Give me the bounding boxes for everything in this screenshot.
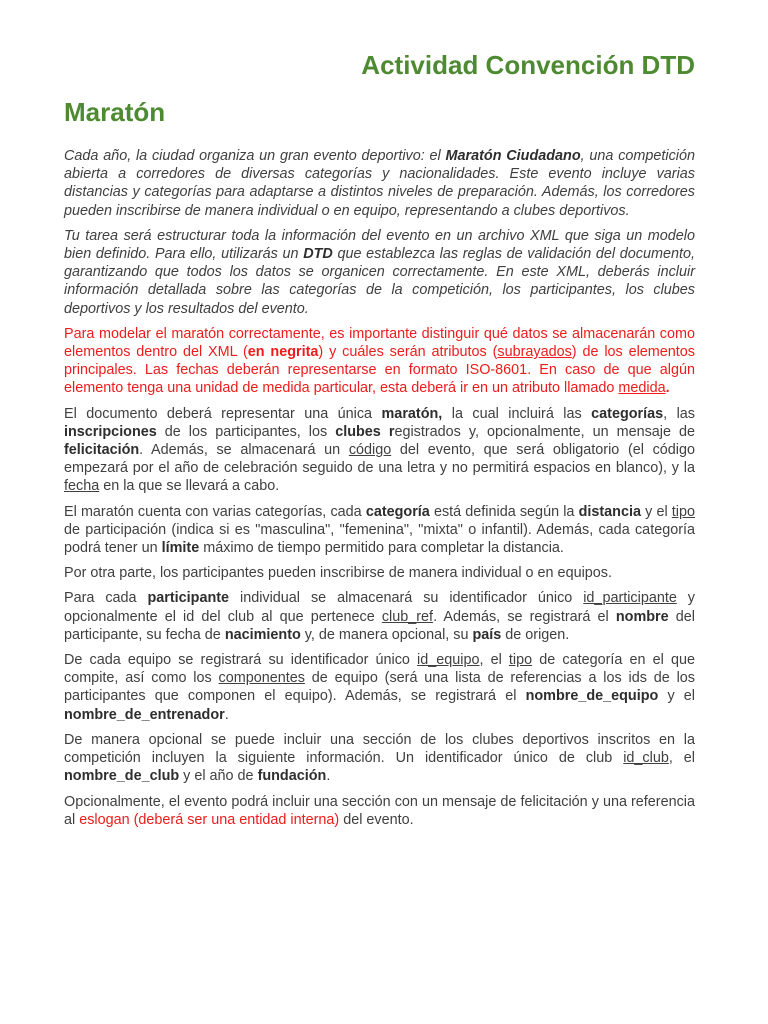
text-run: de los participantes, los <box>156 423 336 440</box>
underlined-attribute: tipo <box>508 652 533 669</box>
paragraph <box>64 405 695 496</box>
text-run: y el año de <box>179 768 258 785</box>
underlined-attribute: fecha <box>64 478 100 495</box>
underlined-attribute: código <box>348 442 392 459</box>
bold-term: nombre_de_equipo <box>525 688 659 705</box>
text-run: ) de los elementos principales. Las fechas deberán representarse en formato ISO-8601. En caso de que algún elemento tenga una unidad de medida particular, esta deberá ir en un atributo llamado <box>64 344 695 397</box>
paragraph <box>64 651 695 724</box>
paragraph <box>64 503 695 558</box>
bold-term: en negrita <box>247 344 319 361</box>
text-run: que establezca las reglas de validación del documento, garantizando que todos los datos se organicen correctamente. En este XML, deberás incluir información detallada sobre las categorías de la competición, los participantes, los clubes deportivos y los resultados del evento. <box>64 246 695 317</box>
bold-term: distancia <box>578 503 641 520</box>
text-run: máximo de tiempo permitido para completar la distancia. <box>199 540 564 557</box>
bold-term: límite <box>161 540 200 557</box>
text-run: , el <box>479 652 509 669</box>
underlined-attribute: subrayados <box>497 344 572 361</box>
text-run: individual se almacenará su identificador único <box>229 590 584 607</box>
text-run: del evento, que será obligatorio (el código empezará por el año de celebración seguido de una letra y no permitirá espacios en blanco), y la <box>64 442 696 477</box>
section-title: Maratón <box>64 97 166 127</box>
paragraph <box>64 564 695 582</box>
text-run: El maratón cuenta con varias categorías, cada <box>64 503 366 520</box>
text-run: Para cada <box>64 590 148 607</box>
text-run: de origen. <box>501 626 570 643</box>
text-run: la cual incluirá las <box>442 405 592 422</box>
bold-term: nombre_de_club <box>64 768 180 785</box>
text-run <box>381 424 389 440</box>
bold-term: felicitación <box>64 442 140 459</box>
text-run: de participación (indica si es "masculina", "femenina", "mixta" o infantil). Además, cada categoría podrá tener un <box>64 521 695 557</box>
paragraph <box>64 793 695 829</box>
text-run: en la que se llevará a cabo. <box>99 478 280 495</box>
text-run: Para modelar el maratón correctamente, es importante distinguir qué datos se almacenarán como elementos dentro del XML ( <box>64 325 695 361</box>
bold-term: categoría <box>365 503 430 520</box>
text-run: del participante, su fecha de <box>64 608 696 643</box>
text-run: y el <box>658 688 695 705</box>
text-run: está definida según la <box>429 503 579 520</box>
text-run: . <box>224 706 229 723</box>
bold-term: . <box>665 380 670 397</box>
text-run: , el <box>668 750 695 767</box>
bold-term: maratón, <box>381 405 443 422</box>
text-run: y opcionalmente el id del club al que pertenece <box>64 590 695 625</box>
text-run: de equipo (será una lista de referencias a los ids de los participantes que componen el equipo). Además, se registrará el <box>64 670 695 705</box>
bold-term: nombre_de_entrenador <box>64 706 225 723</box>
paragraph <box>64 731 695 786</box>
text-run: . Además, se registrará el <box>433 608 616 625</box>
text-run: egistrados y, opcionalmente, un mensaje de <box>394 423 695 440</box>
paragraph <box>64 227 695 318</box>
underlined-attribute: componentes <box>218 670 305 687</box>
text-run: , una competición abierta a corredores de diversas categorías y nacionalidades. Este evento incluye varias distancias y categorías para adaptarse a distintos niveles de preparación. Además, los corredores pueden inscribirse de manera individual o en equipo, representando a clubes deportivos. <box>64 148 695 219</box>
text-run: y el <box>640 503 672 520</box>
text-run: El documento deberá representar una única <box>64 405 382 422</box>
text-run: Por otra parte, los participantes pueden inscribirse de manera individual o en equipos. <box>64 565 612 582</box>
text-run: , las <box>663 405 695 422</box>
text-run: del evento. <box>339 811 414 828</box>
bold-term: DTD <box>303 246 333 263</box>
underlined-attribute: id_equipo <box>417 652 480 669</box>
text-run: Tu tarea será estructurar toda la información del evento en un archivo XML que siga un modelo bien definido. Para ello, utilizarás un <box>64 227 695 263</box>
bold-term: clubes <box>335 423 381 440</box>
text-run: . Además, se almacenará un <box>139 442 349 459</box>
text-run: de categoría en el que compite, así como los <box>64 652 695 687</box>
bold-term: nacimiento <box>224 626 301 643</box>
bold-term: nombre <box>615 608 669 625</box>
paragraph <box>64 325 695 398</box>
underlined-attribute: id_club <box>623 750 669 767</box>
text-run: De manera opcional se puede incluir una sección de los clubes deportivos inscritos en la competición incluyen la siguiente información. Un identificador único de club <box>64 731 695 767</box>
underlined-attribute: tipo <box>671 503 695 520</box>
text-run: y, de manera opcional, su <box>300 626 473 643</box>
document-body <box>64 147 695 836</box>
underlined-attribute: club_ref <box>381 608 434 625</box>
highlighted-text: eslogan (deberá ser una entidad interna) <box>79 811 340 828</box>
bold-term: r <box>388 423 395 440</box>
text-run: Cada año, la ciudad organiza un gran evento deportivo: el <box>64 148 446 164</box>
bold-term: Maratón Ciudadano <box>445 148 581 164</box>
underlined-attribute: id_participante <box>583 590 677 607</box>
text-run: De cada equipo se registrará su identificador único <box>64 652 418 669</box>
paragraph <box>64 147 695 220</box>
text-run: Opcionalmente, el evento podrá incluir una sección con un mensaje de felicitación y una referencia al <box>64 793 695 828</box>
bold-term: categorías <box>591 405 664 422</box>
underlined-attribute: medida <box>618 380 666 397</box>
text-run: . <box>326 768 331 785</box>
document-title: Actividad Convención DTD <box>361 50 695 80</box>
text-run: ) y cuáles serán atributos ( <box>318 344 498 361</box>
paragraph <box>64 589 695 644</box>
bold-term: país <box>472 626 502 643</box>
bold-term: participante <box>147 590 230 607</box>
bold-term: fundación <box>257 768 327 785</box>
bold-term: inscripciones <box>64 423 157 440</box>
